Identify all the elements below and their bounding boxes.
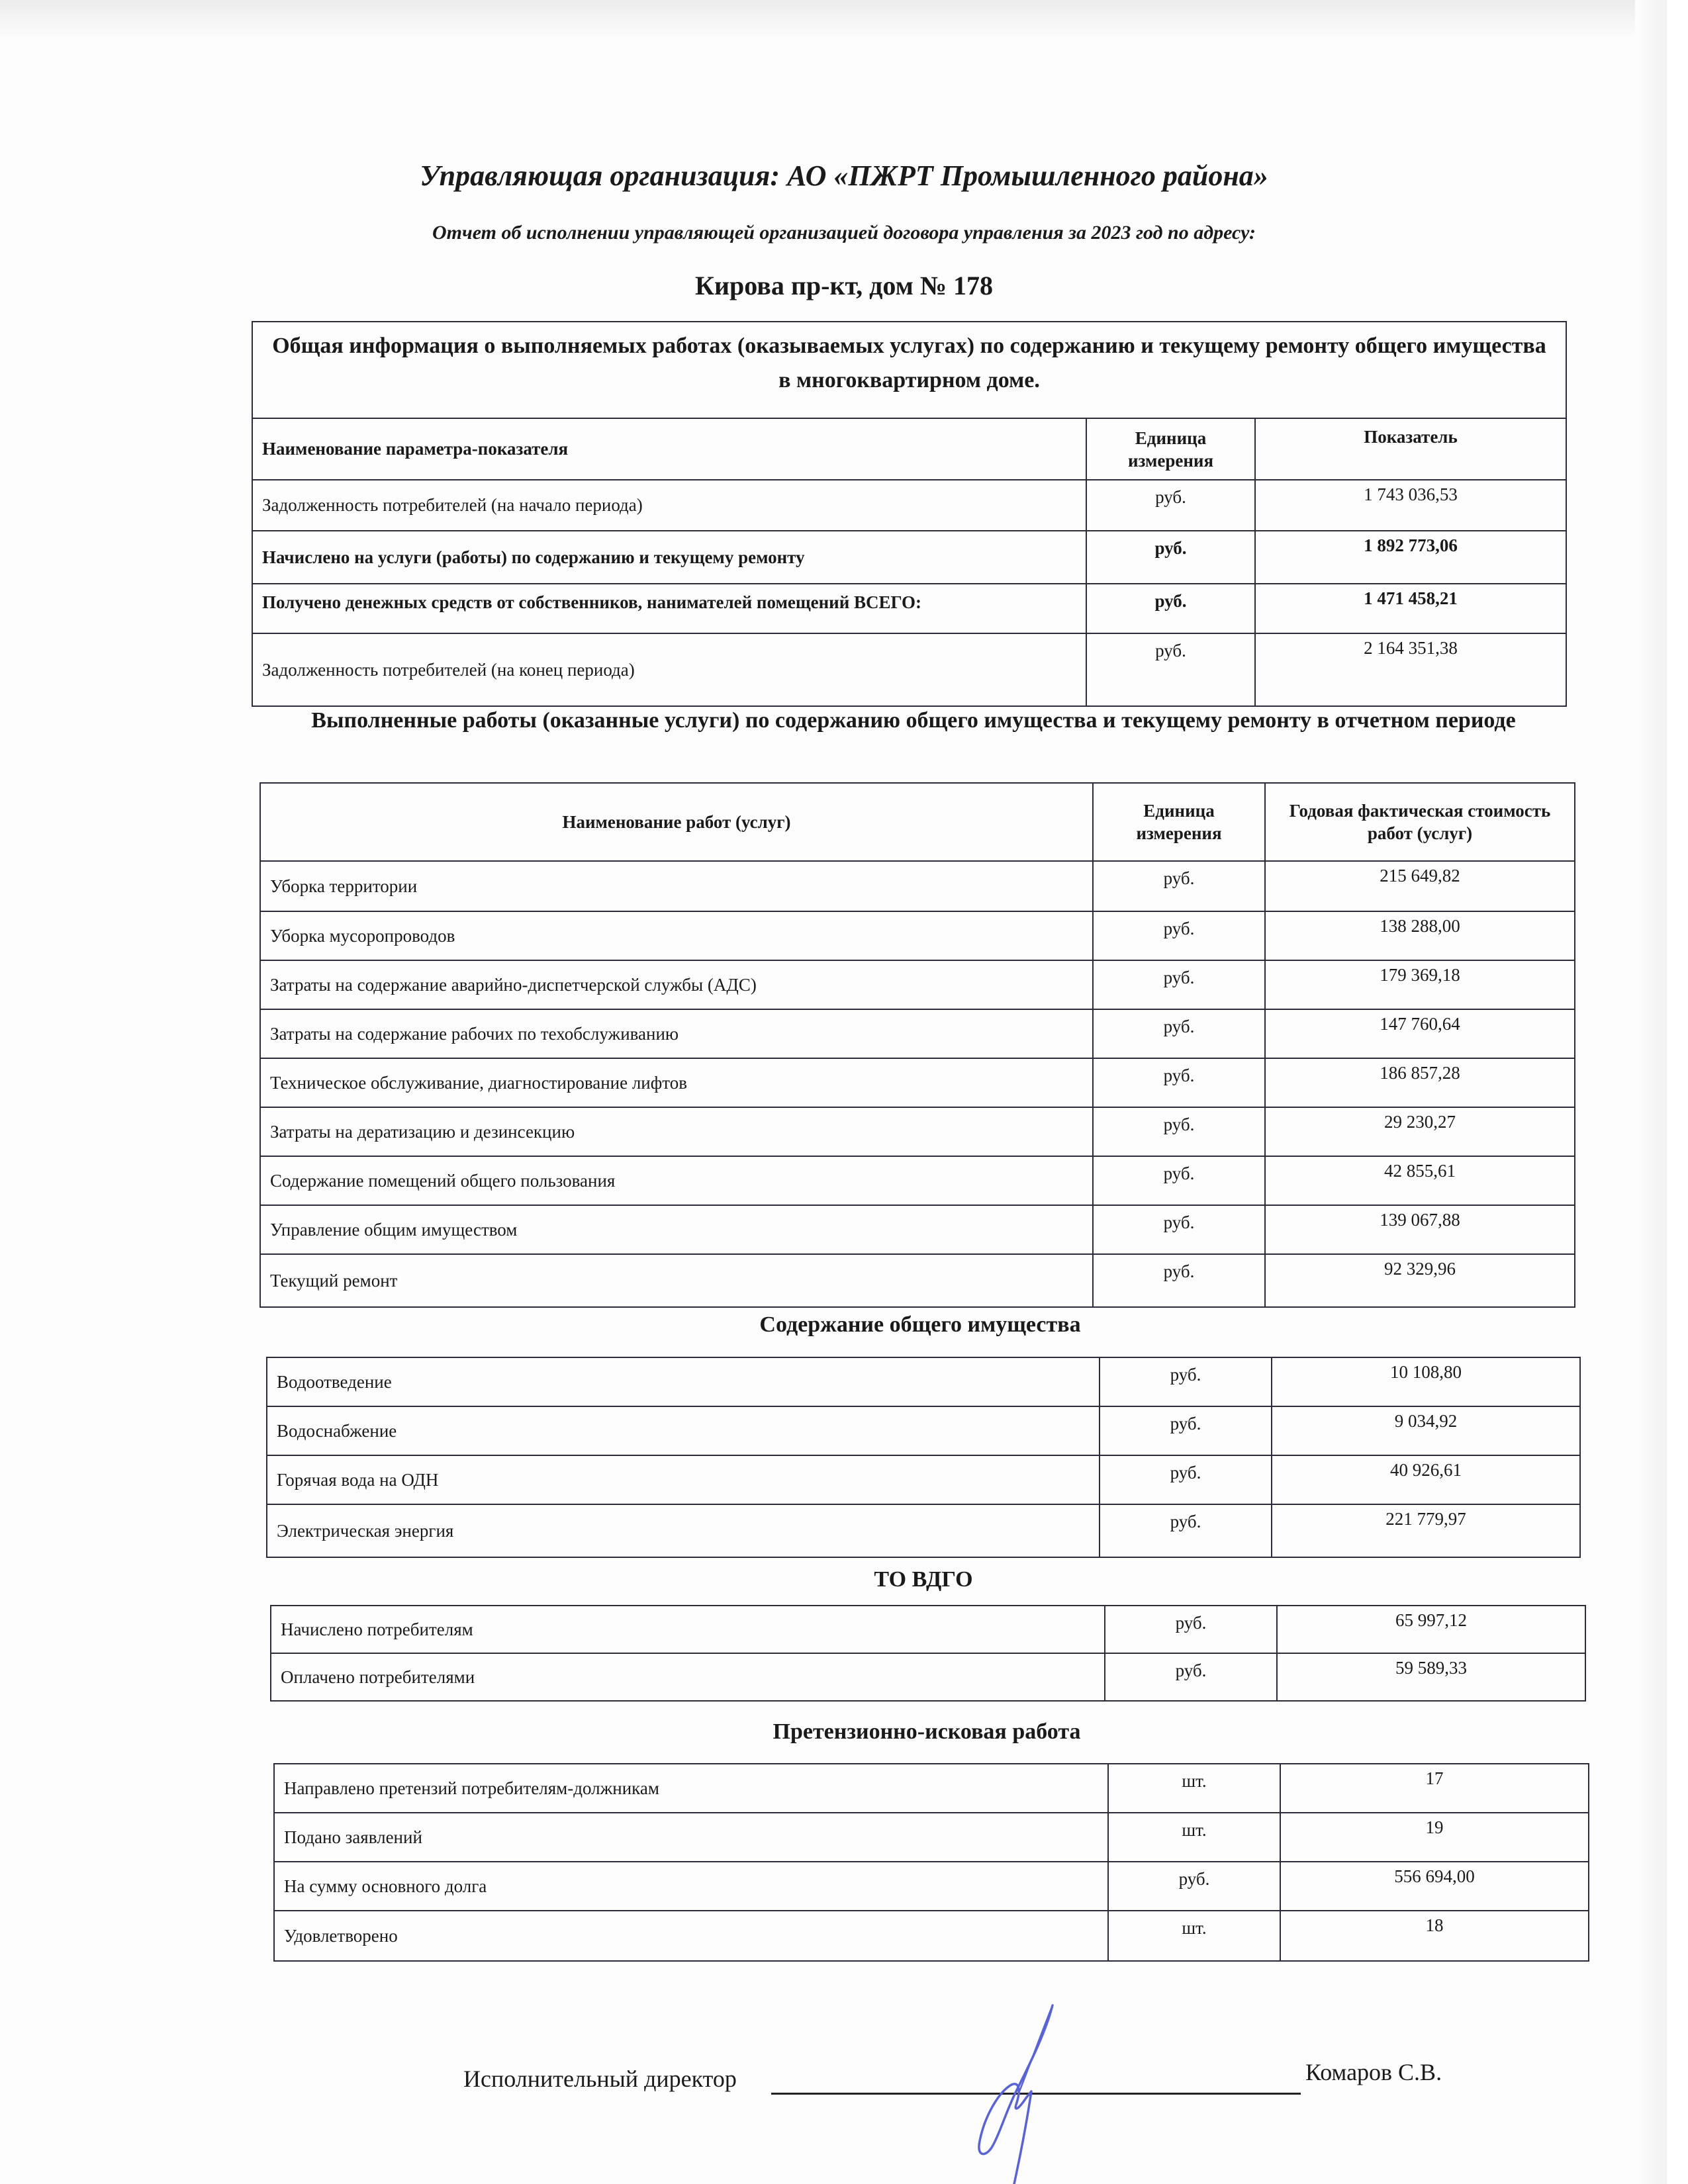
- row-unit: руб.: [1086, 531, 1255, 584]
- row-unit: руб.: [1108, 1862, 1280, 1911]
- table-row: [260, 1254, 1575, 1307]
- row-unit: руб.: [1093, 960, 1265, 1009]
- row-unit: руб.: [1086, 480, 1255, 531]
- row-value: 2 164 351,38: [1255, 633, 1566, 706]
- row-name: Затраты на содержание рабочих по техобслуживанию: [260, 1009, 1093, 1058]
- row-unit: руб.: [1093, 1205, 1265, 1254]
- row-value: 42 855,61: [1265, 1156, 1575, 1205]
- scan-shadow-right: [1635, 0, 1688, 2184]
- row-unit: шт.: [1108, 1911, 1280, 1961]
- handwritten-signature-icon: [953, 1992, 1086, 2184]
- table-row: [260, 960, 1575, 1009]
- table-row: [274, 1911, 1589, 1961]
- row-value: 186 857,28: [1265, 1058, 1575, 1107]
- row-unit: руб.: [1093, 1058, 1265, 1107]
- row-value: 9 034,92: [1272, 1406, 1580, 1455]
- table-row: [274, 1862, 1589, 1911]
- row-value: 556 694,00: [1280, 1862, 1589, 1911]
- claims-heading: Претензионно-исковая работа: [773, 1719, 1081, 1744]
- row-name: Задолженность потребителей (на конец периода): [252, 633, 1086, 706]
- row-unit: руб.: [1105, 1606, 1277, 1653]
- table-row: [260, 911, 1575, 960]
- row-value: 92 329,96: [1265, 1254, 1575, 1307]
- row-name: Подано заявлений: [274, 1813, 1108, 1862]
- column-header-unit: Единица измерения: [1093, 783, 1265, 861]
- row-value: 10 108,80: [1272, 1357, 1580, 1406]
- table-row: [260, 1156, 1575, 1205]
- row-name: Затраты на содержание аварийно-диспетчерской службы (АДС): [260, 960, 1093, 1009]
- row-unit: руб.: [1086, 584, 1255, 633]
- row-value: 215 649,82: [1265, 861, 1575, 911]
- row-value: 18: [1280, 1911, 1589, 1961]
- row-name: Техническое обслуживание, диагностирование лифтов: [260, 1058, 1093, 1107]
- works-table: [259, 782, 1575, 1308]
- row-value: 1 892 773,06: [1255, 531, 1566, 584]
- row-unit: шт.: [1108, 1764, 1280, 1813]
- vdgo-table: [270, 1605, 1586, 1702]
- column-header-unit: Единица измерения: [1086, 418, 1255, 480]
- table-header-row: [252, 418, 1566, 480]
- table-row: [271, 1653, 1585, 1701]
- row-value: 17: [1280, 1764, 1589, 1813]
- row-unit: шт.: [1108, 1813, 1280, 1862]
- table-caption-row: [252, 322, 1566, 418]
- row-name: Уборка территории: [260, 861, 1093, 911]
- row-value: 1 743 036,53: [1255, 480, 1566, 531]
- row-name: Оплачено потребителями: [271, 1653, 1105, 1701]
- column-header-parameter: Наименование параметра-показателя: [252, 418, 1086, 480]
- row-unit: руб.: [1100, 1504, 1272, 1557]
- table-row: [260, 1107, 1575, 1156]
- row-name: Затраты на дератизацию и дезинсекцию: [260, 1107, 1093, 1156]
- table-row: [252, 480, 1566, 531]
- table-row: [274, 1764, 1589, 1813]
- row-name: Уборка мусоропроводов: [260, 911, 1093, 960]
- row-name: Получено денежных средств от собственников, нанимателей помещений ВСЕГО:: [252, 584, 1086, 633]
- row-name: Удовлетворено: [274, 1911, 1108, 1961]
- row-unit: руб.: [1093, 861, 1265, 911]
- row-value: 139 067,88: [1265, 1205, 1575, 1254]
- column-header-annual-cost: Годовая фактическая стоимость работ (услуг): [1265, 783, 1575, 861]
- row-name: Начислено на услуги (работы) по содержанию и текущему ремонту: [252, 531, 1086, 584]
- row-name: Водоотведение: [267, 1357, 1100, 1406]
- row-value: 19: [1280, 1813, 1589, 1862]
- row-name: Электрическая энергия: [267, 1504, 1100, 1557]
- row-name: Текущий ремонт: [260, 1254, 1093, 1307]
- row-unit: руб.: [1093, 1254, 1265, 1307]
- row-value: 221 779,97: [1272, 1504, 1580, 1557]
- organization-title: Управляющая организация: АО «ПЖРТ Промышленного района»: [420, 159, 1268, 192]
- row-value: 29 230,27: [1265, 1107, 1575, 1156]
- report-title: Отчет об исполнении управляющей организацией договора управления за 2023 год по адресу:: [432, 222, 1256, 244]
- table-row: [260, 861, 1575, 911]
- table-row: [252, 531, 1566, 584]
- table-row: [260, 1058, 1575, 1107]
- works-heading: Выполненные работы (оказанные услуги) по содержанию общего имущества и текущему ремонту в отчетном периоде: [311, 708, 1516, 733]
- scan-shadow-top: [0, 0, 1688, 40]
- row-unit: руб.: [1105, 1653, 1277, 1701]
- table-header-row: [260, 783, 1575, 861]
- row-unit: руб.: [1100, 1357, 1272, 1406]
- general-info-caption: Общая информация о выполняемых работах (оказываемых услугах) по содержанию и текущему ремонту общего имущества в многоквартирном доме.: [252, 322, 1566, 418]
- row-value: 179 369,18: [1265, 960, 1575, 1009]
- common-property-table: [266, 1357, 1581, 1558]
- row-unit: руб.: [1093, 1156, 1265, 1205]
- row-unit: руб.: [1093, 1009, 1265, 1058]
- table-row: [271, 1606, 1585, 1653]
- column-header-value: Показатель: [1255, 418, 1566, 480]
- row-name: Управление общим имуществом: [260, 1205, 1093, 1254]
- row-value: 65 997,12: [1277, 1606, 1585, 1653]
- row-name: Начислено потребителям: [271, 1606, 1105, 1653]
- table-row: [274, 1813, 1589, 1862]
- claims-table: [273, 1763, 1589, 1962]
- row-name: Горячая вода на ОДН: [267, 1455, 1100, 1504]
- table-row: [260, 1009, 1575, 1058]
- table-row: [260, 1205, 1575, 1254]
- table-row: [267, 1406, 1580, 1455]
- vdgo-heading: ТО ВДГО: [874, 1567, 973, 1592]
- column-header-work: Наименование работ (услуг): [260, 783, 1093, 861]
- row-value: 1 471 458,21: [1255, 584, 1566, 633]
- row-unit: руб.: [1093, 911, 1265, 960]
- row-name: Водоснабжение: [267, 1406, 1100, 1455]
- general-info-table: [252, 321, 1567, 707]
- row-unit: руб.: [1093, 1107, 1265, 1156]
- signatory-name: Комаров С.В.: [1305, 2059, 1442, 2085]
- row-value: 59 589,33: [1277, 1653, 1585, 1701]
- table-row: [267, 1504, 1580, 1557]
- row-value: 147 760,64: [1265, 1009, 1575, 1058]
- address: Кирова пр-кт, дом № 178: [694, 271, 994, 300]
- table-row: [267, 1455, 1580, 1504]
- row-value: 138 288,00: [1265, 911, 1575, 960]
- row-unit: руб.: [1100, 1406, 1272, 1455]
- table-row: [252, 584, 1566, 633]
- row-name: Задолженность потребителей (на начало периода): [252, 480, 1086, 531]
- row-name: На сумму основного долга: [274, 1862, 1108, 1911]
- table-row: [252, 633, 1566, 706]
- common-property-heading: Содержание общего имущества: [759, 1312, 1081, 1337]
- row-name: Направлено претензий потребителям-должникам: [274, 1764, 1108, 1813]
- row-unit: руб.: [1100, 1455, 1272, 1504]
- table-row: [267, 1357, 1580, 1406]
- signatory-position: Исполнительный директор: [463, 2066, 737, 2092]
- row-unit: руб.: [1086, 633, 1255, 706]
- row-name: Содержание помещений общего пользования: [260, 1156, 1093, 1205]
- row-value: 40 926,61: [1272, 1455, 1580, 1504]
